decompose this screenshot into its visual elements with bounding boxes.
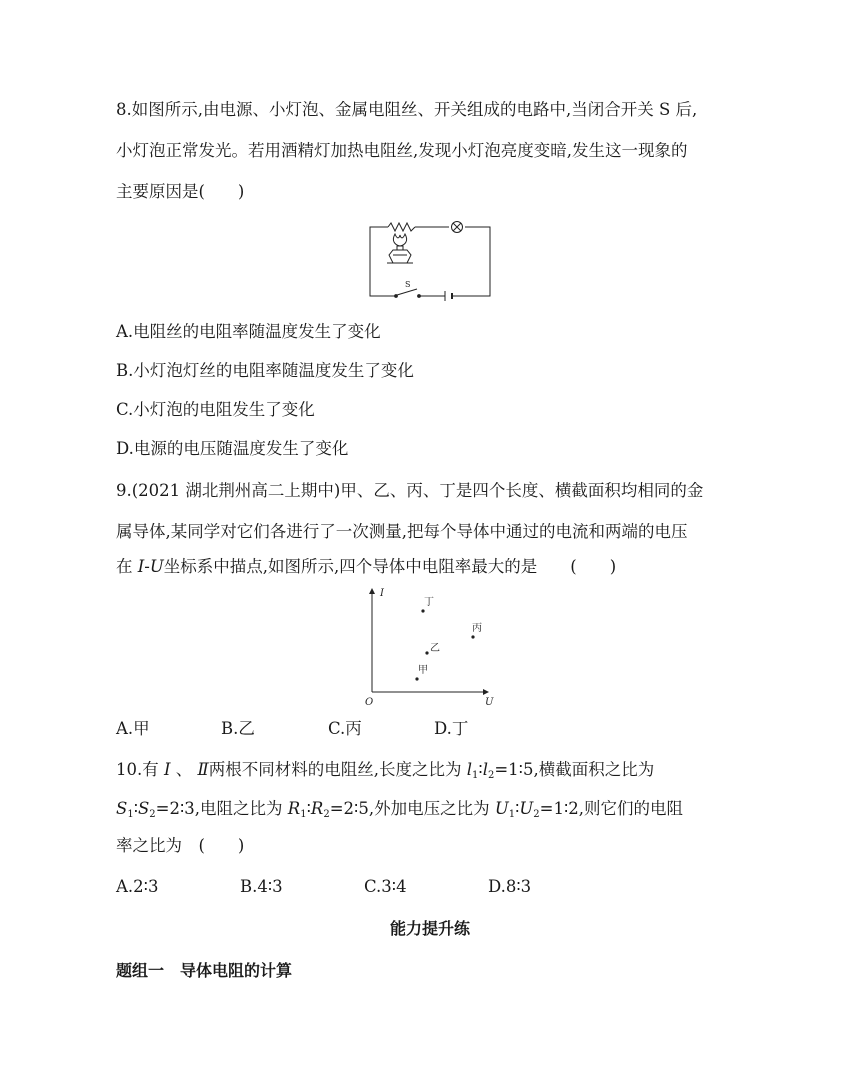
q10-option-a: A.2∶3 bbox=[116, 877, 159, 896]
q10-option-d: D.8∶3 bbox=[488, 877, 532, 896]
q10-line-3: 率之比为 ( ) bbox=[116, 836, 245, 855]
q10-option-c: C.3∶4 bbox=[364, 877, 407, 896]
origin-label: O bbox=[365, 697, 374, 708]
q9-line-1: 9.(2021 湖北荆州高二上期中)甲、乙、丙、丁是四个长度、横截面积均相同的金 bbox=[116, 481, 704, 500]
q8-option-a: A.电阻丝的电阻率随温度发生了变化 bbox=[116, 322, 381, 341]
q8-line-1: 8.如图所示,由电源、小灯泡、金属电阻丝、开关组成的电路中,当闭合开关 S 后, bbox=[116, 100, 698, 119]
point-yi bbox=[425, 651, 428, 654]
point-jia-label: 甲 bbox=[418, 665, 428, 676]
q8-circuit-figure bbox=[365, 215, 495, 301]
q10-line-2: $S_1∶S_2=2∶3$,电阻之比为 $R_1∶R_2=2∶5$,外加电压之比为 $U_1∶U_2=1∶2$,则它们的电阻 bbox=[116, 799, 684, 820]
group-title: 题组一 导体电阻的计算 bbox=[116, 961, 293, 980]
q9-option-d: D.丁 bbox=[434, 719, 469, 738]
point-bing-label: 丙 bbox=[472, 623, 482, 634]
q8-option-d: D.电源的电压随温度发生了变化 bbox=[116, 439, 349, 458]
q8-option-b: B.小灯泡灯丝的电阻率随温度发生了变化 bbox=[116, 361, 414, 380]
q9-option-c: C.丙 bbox=[328, 719, 362, 738]
x-axis-label: U bbox=[485, 697, 494, 708]
q9-line-3: 在 I-U坐标系中描点,如图所示,四个导体中电阻率最大的是 ( ) bbox=[116, 557, 617, 576]
point-ding bbox=[421, 609, 424, 612]
point-ding-label: 丁 bbox=[424, 597, 434, 608]
q8-line-3: 主要原因是( ) bbox=[116, 182, 245, 201]
q9-option-a: A.甲 bbox=[116, 719, 150, 738]
section-title: 能力提升练 bbox=[389, 919, 470, 938]
switch-label: S bbox=[405, 280, 411, 289]
q10-line-1: 10.有 Ⅰ 、 Ⅱ两根不同材料的电阻丝,长度之比为 $l_1∶l_2=1∶5$,横截面积之比为 bbox=[116, 760, 655, 781]
q9-option-b: B.乙 bbox=[221, 719, 255, 738]
q8-line-2: 小灯泡正常发光。若用酒精灯加热电阻丝,发现小灯泡亮度变暗,发生这一现象的 bbox=[116, 141, 688, 160]
point-jia bbox=[415, 677, 418, 680]
q10-option-b: B.4∶3 bbox=[240, 877, 283, 896]
point-yi-label: 乙 bbox=[430, 643, 440, 654]
y-axis-label: I bbox=[380, 588, 384, 599]
q8-option-c: C.小灯泡的电阻发生了变化 bbox=[116, 400, 315, 419]
point-bing bbox=[471, 635, 474, 638]
q9-line-2: 属导体,某同学对它们各进行了一次测量,把每个导体中通过的电流和两端的电压 bbox=[116, 522, 688, 541]
q9-iu-graph bbox=[360, 585, 500, 710]
